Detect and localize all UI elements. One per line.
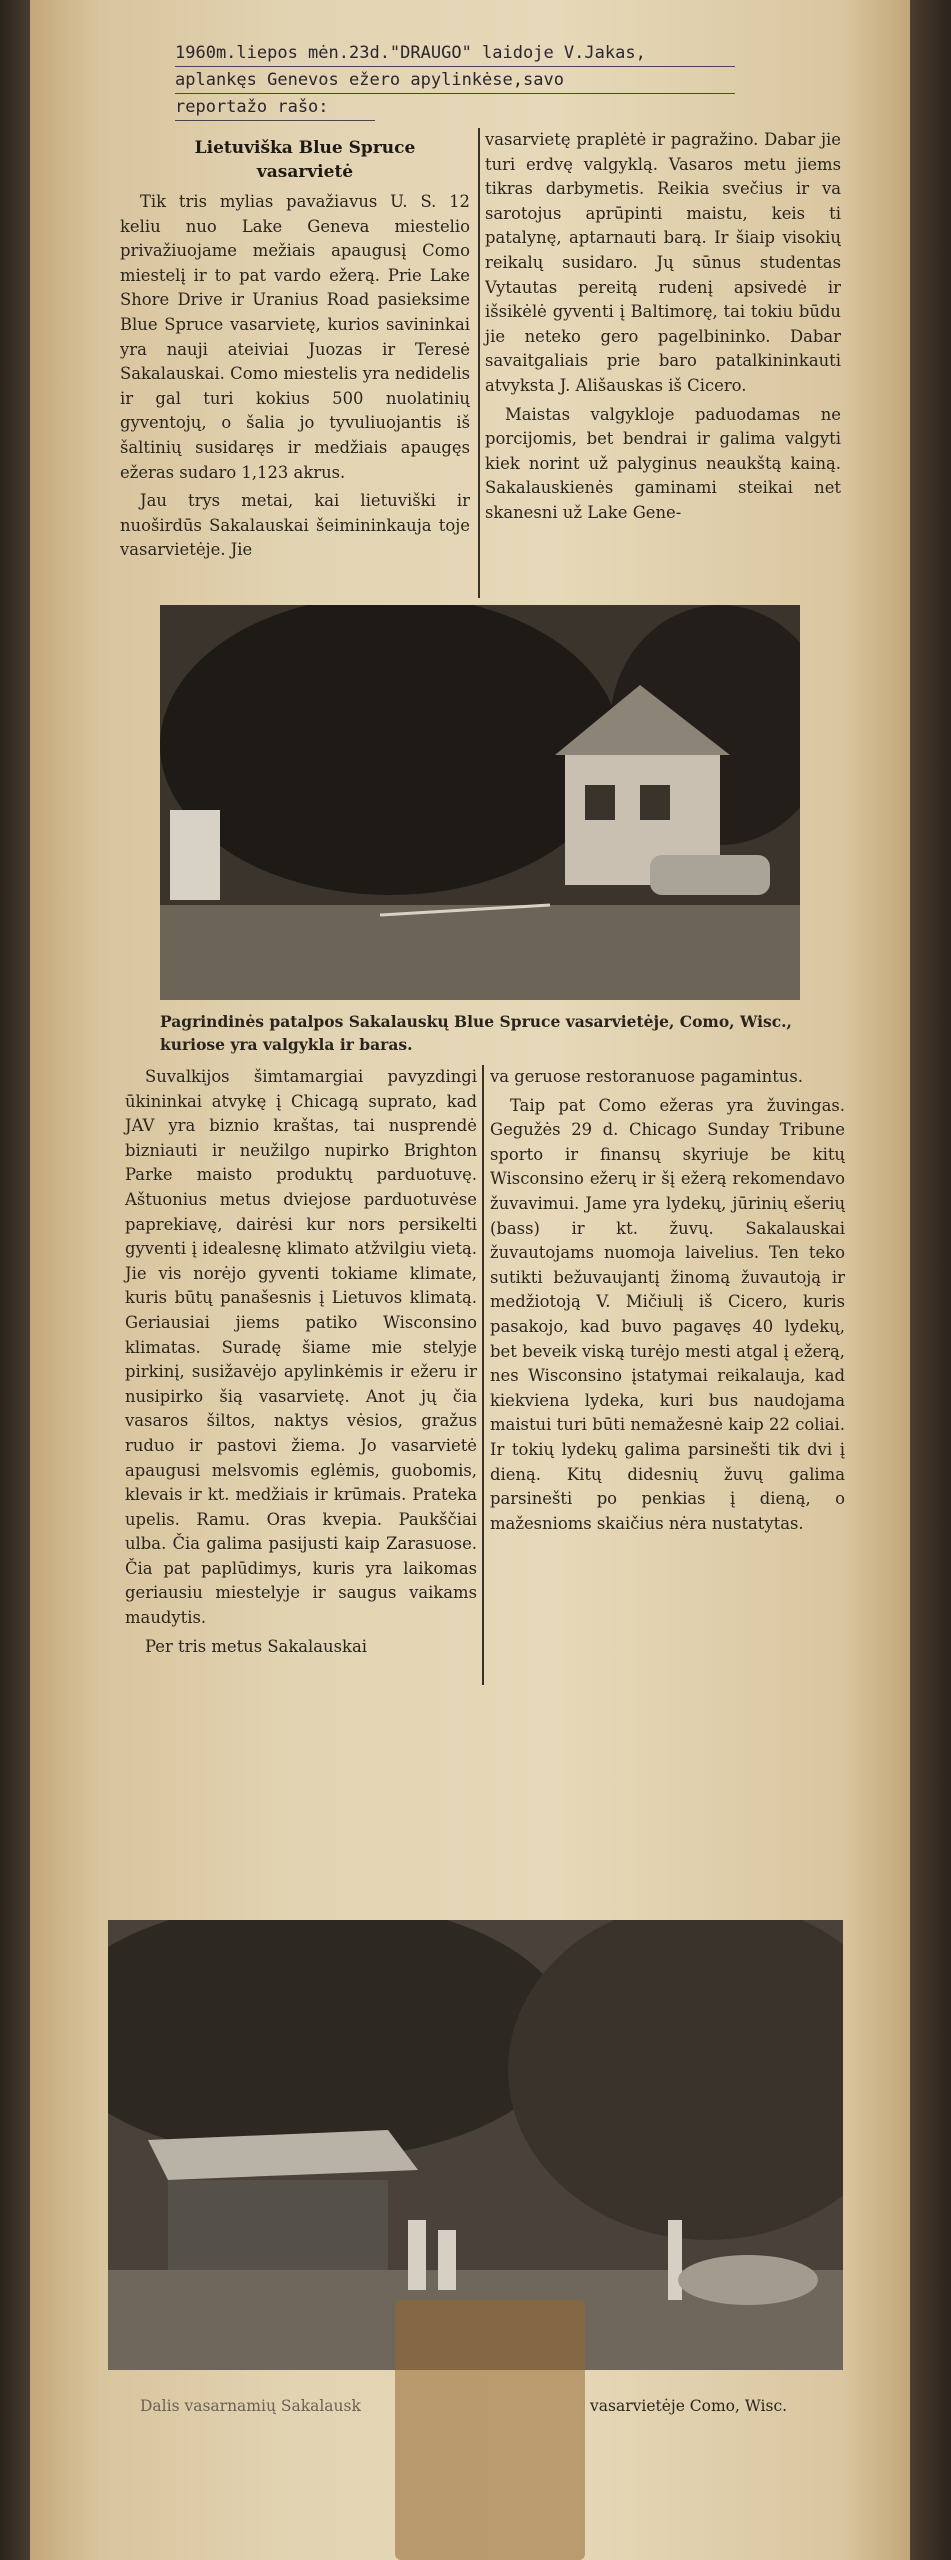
column-left-top xyxy=(120,190,470,567)
typed-header-line-3: reportažo rašo: xyxy=(175,94,375,121)
photo-2-caption-left: Dalis vasarnamių Sakalausk xyxy=(140,2397,361,2415)
photo-main-building-image xyxy=(160,605,800,1000)
paragraph: Maistas valgykloje paduodamas ne porcijomis, bet bendrai ir galima valgyti kiek norint už palyginus neaukštą kainą. Sakalauskienės gaminami steikai net skanesni už Lake Gene- xyxy=(485,404,841,522)
tape-stain xyxy=(395,2300,585,2560)
paragraph: va geruose restoranuose pagamintus. xyxy=(490,1067,803,1086)
paragraph: Tik tris mylias pavažiavus U. S. 12 keliu nuo Lake Geneva miestelio privažiuojame mežiais apaugusį Como miestelį ir to pat vardo ežerą. Prie Lake Shore Drive ir Uranius Road pasieksime Blue Spruce vasarvietę, kurios savininkai yra nauji ateiviai Juozas ir Teresė Sakalauskai. Como miestelis yra nedidelis ir gal turi kokius 500 nuolatinių gyventojų, o šalia jo tyvuliuojantis iš šaltinių susidaręs ir medžiais apaugęs ežeras sudaro 1,123 akrus. xyxy=(120,192,470,482)
headline-line-1: Lietuviška Blue Spruce xyxy=(194,138,416,158)
paragraph: Per tris metus Sakalauskai xyxy=(145,1636,367,1656)
photo-main-building xyxy=(160,605,800,1000)
right-board-edge xyxy=(910,0,951,2560)
article-headline xyxy=(140,136,470,184)
column-divider xyxy=(478,128,480,598)
left-board-edge xyxy=(0,0,30,2560)
photo-2-caption-right: vasarvietėje Como, Wisc. xyxy=(590,2397,788,2415)
headline-line-2: vasarvietė xyxy=(256,162,354,182)
typed-header xyxy=(175,40,735,121)
paragraph: Taip pat Como ežeras yra žuvingas. Gegužės 29 d. Chicago Sunday Tribune sporto ir finansų skyriuje be kitų Wisconsino ežerų ir šį ežerą rekomendavo žuvavimui. Jame yra lydekų, jūrinių ešerių (bass) ir kt. žuvų. Sakalauskai žuvautojams nuomoja laivelius. Ten teko sutikti bežuvaujantį žinomą žuvautoją ir medžiotoją V. Mičiulį iš Cicero, kuris pasakojo, kad buvo pagavęs 40 lydekų, bet beveik viską turėjo mesti atgal į ežerą, nes Wisconsino įstatymai reikalauja, kad kiekviena lydeka, kuri bus naudojama maistui turi būti nemažesnė kaip 22 coliai. Ir tokių lydekų galima parsinešti tik dvi į dieną. Kitų didesnių žuvų galima parsinešti po penkias į dieną, o mažesnioms skaičius nėra nustatytas. xyxy=(490,1095,845,1533)
paragraph: Suvalkijos šimtamargiai pavyzdingi ūkininkai atvykę į Chicagą suprato, kad JAV yra biznio kraštas, tai nusprendė bizniauti ir neužilgo nupirko Brighton Parke maisto produktų parduotuvę. Aštuonius metus dviejose parduotuvėse paprekiavę, dairėsi kur nors persikelti gyventi į idealesnę klimato atžvilgiu vietą. Jie vis norėjo gyventi tokiame klimate, kuris būtų panašesnis į Lietuvos klimatą. Geriausiai jiems patiko Wisconsino klimatas. Suradę šiame mie stelyje pirkinį, susižavėjo apylinkėmis ir ežeru ir nusipirko šią vasarvietę. Anot jų čia vasaros šiltos, naktys vėsios, gražus ruduo ir pastovi žiema. Jo vasarvietė apaugusi melsvomis eglėmis, guobomis, klevais ir kt. medžiais ir krūmais. Prateka upelis. Ramu. Oras kvepia. Paukščiai ulba. Čia galima pasijusti kaip Zarasuose. Čia pat paplūdimys, kuris yra laikomas geriausiu miestelyje ir saugus vaikams maudytis. xyxy=(125,1067,477,1628)
paragraph: Jau trys metai, kai lietuviški ir nuoširdūs Sakalauskai šeimininkauja toje vasarvietėje. Jie xyxy=(120,491,470,560)
column-right-top xyxy=(485,128,841,530)
column-left-bottom xyxy=(125,1065,477,1663)
column-divider xyxy=(482,1065,484,1685)
typed-header-line-2: aplankęs Genevos ežero apylinkėse,savo xyxy=(175,67,735,94)
photo-1-caption: Pagrindinės patalpos Sakalauskų Blue Spruce vasarvietėje, Como, Wisc., kuriose yra valgykla ir baras. xyxy=(160,1012,792,1054)
paragraph: vasarvietę praplėtė ir pagražino. Dabar jie turi erdvę valgyklą. Vasaros metu jiems tikras darbymetis. Reikia svečius ir va sarotojus aprūpinti maistu, keis ti patalynę, aptarnauti barą. Ir šiaip visokių reikalų susidaro. Jų sūnus studentas Vytautas pereitą rudenį apsivedė ir išsikėlė gyventi į Baltimorę, tai tokiu būdu jie neteko gero pagelbininko. Dabar savaitgaliais prie baro patalkininkauti atvyksta J. Ališauskas iš Cicero. xyxy=(485,130,841,395)
column-right-bottom xyxy=(490,1065,845,1540)
typed-header-line-1: 1960m.liepos mėn.23d."DRAUGO" laidoje V.Jakas, xyxy=(175,40,735,67)
